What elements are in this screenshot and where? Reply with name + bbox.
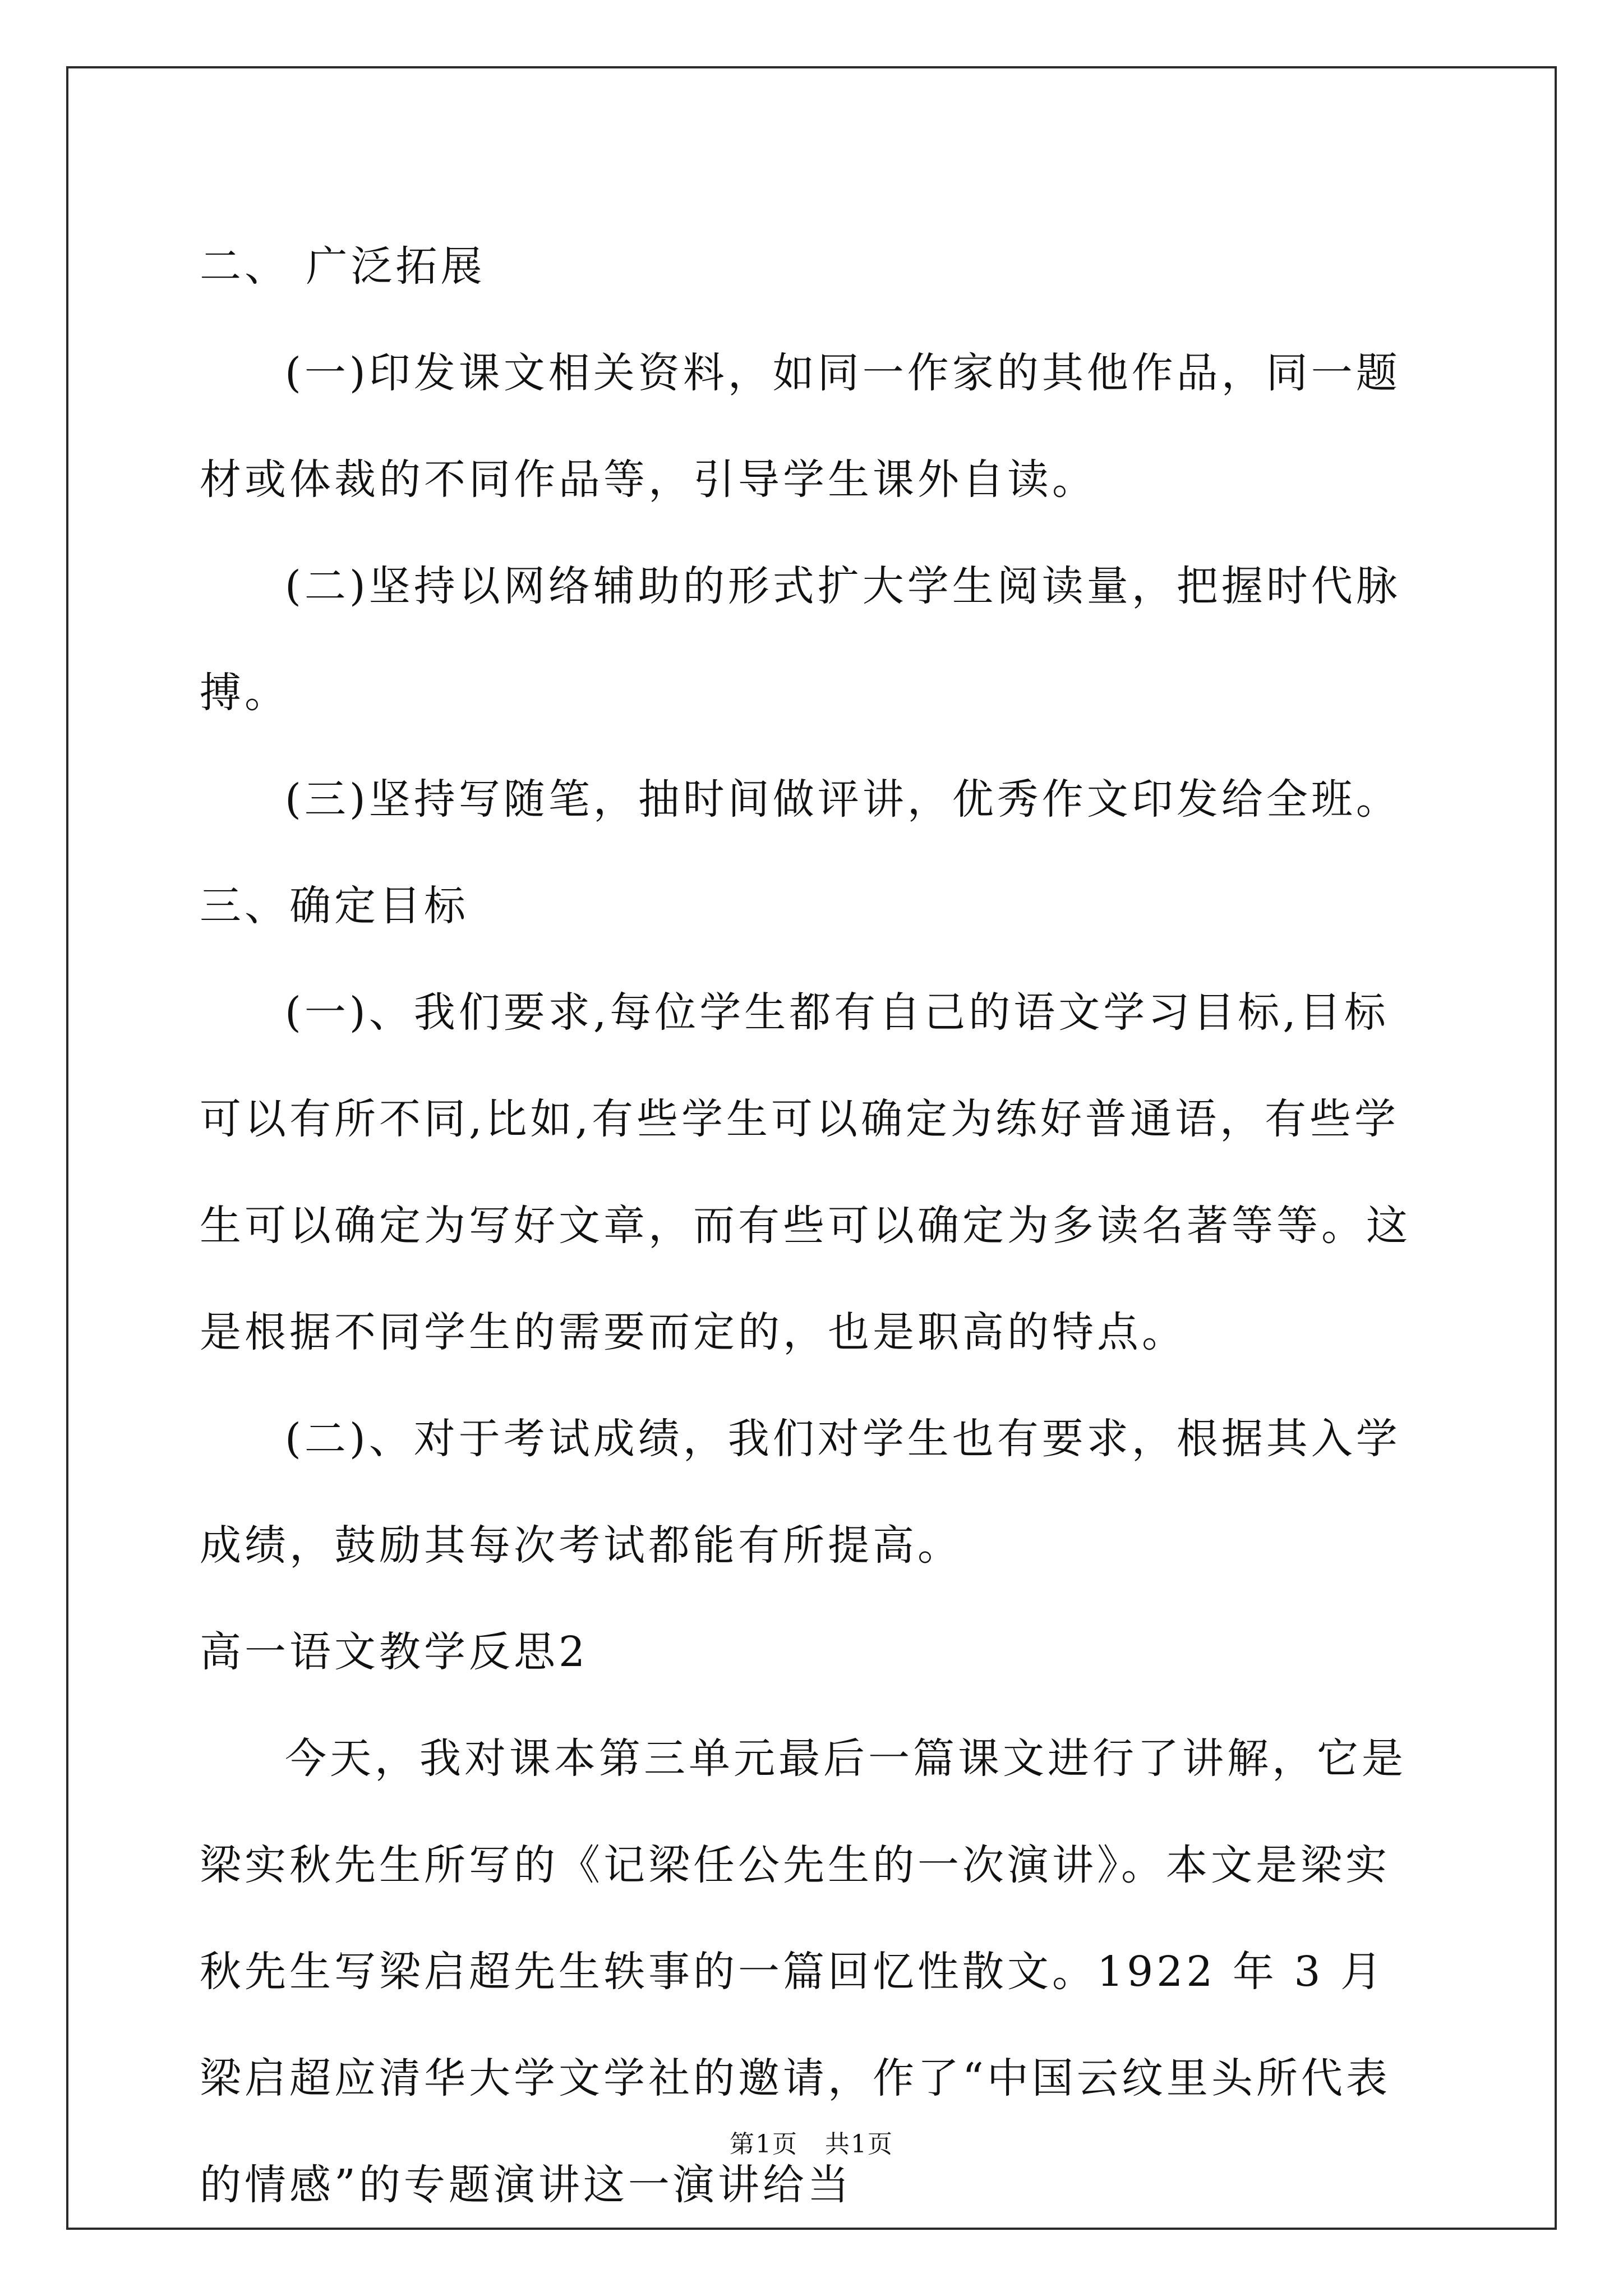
paragraph-goal-2: (二)、对于考试成绩，我们对学生也有要求，根据其入学成绩，鼓励其每次考试都能有所提高。 bbox=[200, 1415, 1401, 1570]
heading-broad-expansion: 二、 广泛拓展 bbox=[200, 242, 486, 291]
paragraph-reflection: 今天，我对课本第三单元最后一篇课文进行了讲解，它是梁实秋先生所写的《记梁任公先生的一次演讲》。本文是梁实秋先生写梁启超先生轶事的一篇回忆性散文。1922 年 3 月梁启超应清华大学文学社的邀请，作了“中国云纹里头所代表的情感”的专题演讲这一演讲给当 bbox=[200, 1734, 1407, 2209]
paragraph-goal-1: (一)、我们要求,每位学生都有自己的语文学习目标,目标可以有所不同,比如,有些学生可以确定为练好普通语，有些学生可以确定为写好文章，而有些可以确定为多读名著等等。这是根据不同学生的需要而定的，也是职高的特点。 bbox=[200, 988, 1411, 1356]
paragraph-item-3: (三)坚持写随笔，抽时间做评讲，优秀作文印发给全班。 bbox=[285, 775, 1401, 823]
paragraph-item-2: (二)坚持以网络辅助的形式扩大学生阅读量，把握时代脉搏。 bbox=[200, 562, 1401, 717]
page-footer: 第1页 共1页 bbox=[730, 2130, 893, 2159]
paragraph-item-1: (一)印发课文相关资料，如同一作家的其他作品，同一题材或体裁的不同作品等，引导学生课外自读。 bbox=[200, 349, 1401, 504]
heading-set-goals: 三、确定目标 bbox=[200, 882, 469, 930]
section-title: 高一语文教学反思2 bbox=[200, 1628, 589, 1676]
document-body bbox=[200, 213, 1422, 2238]
